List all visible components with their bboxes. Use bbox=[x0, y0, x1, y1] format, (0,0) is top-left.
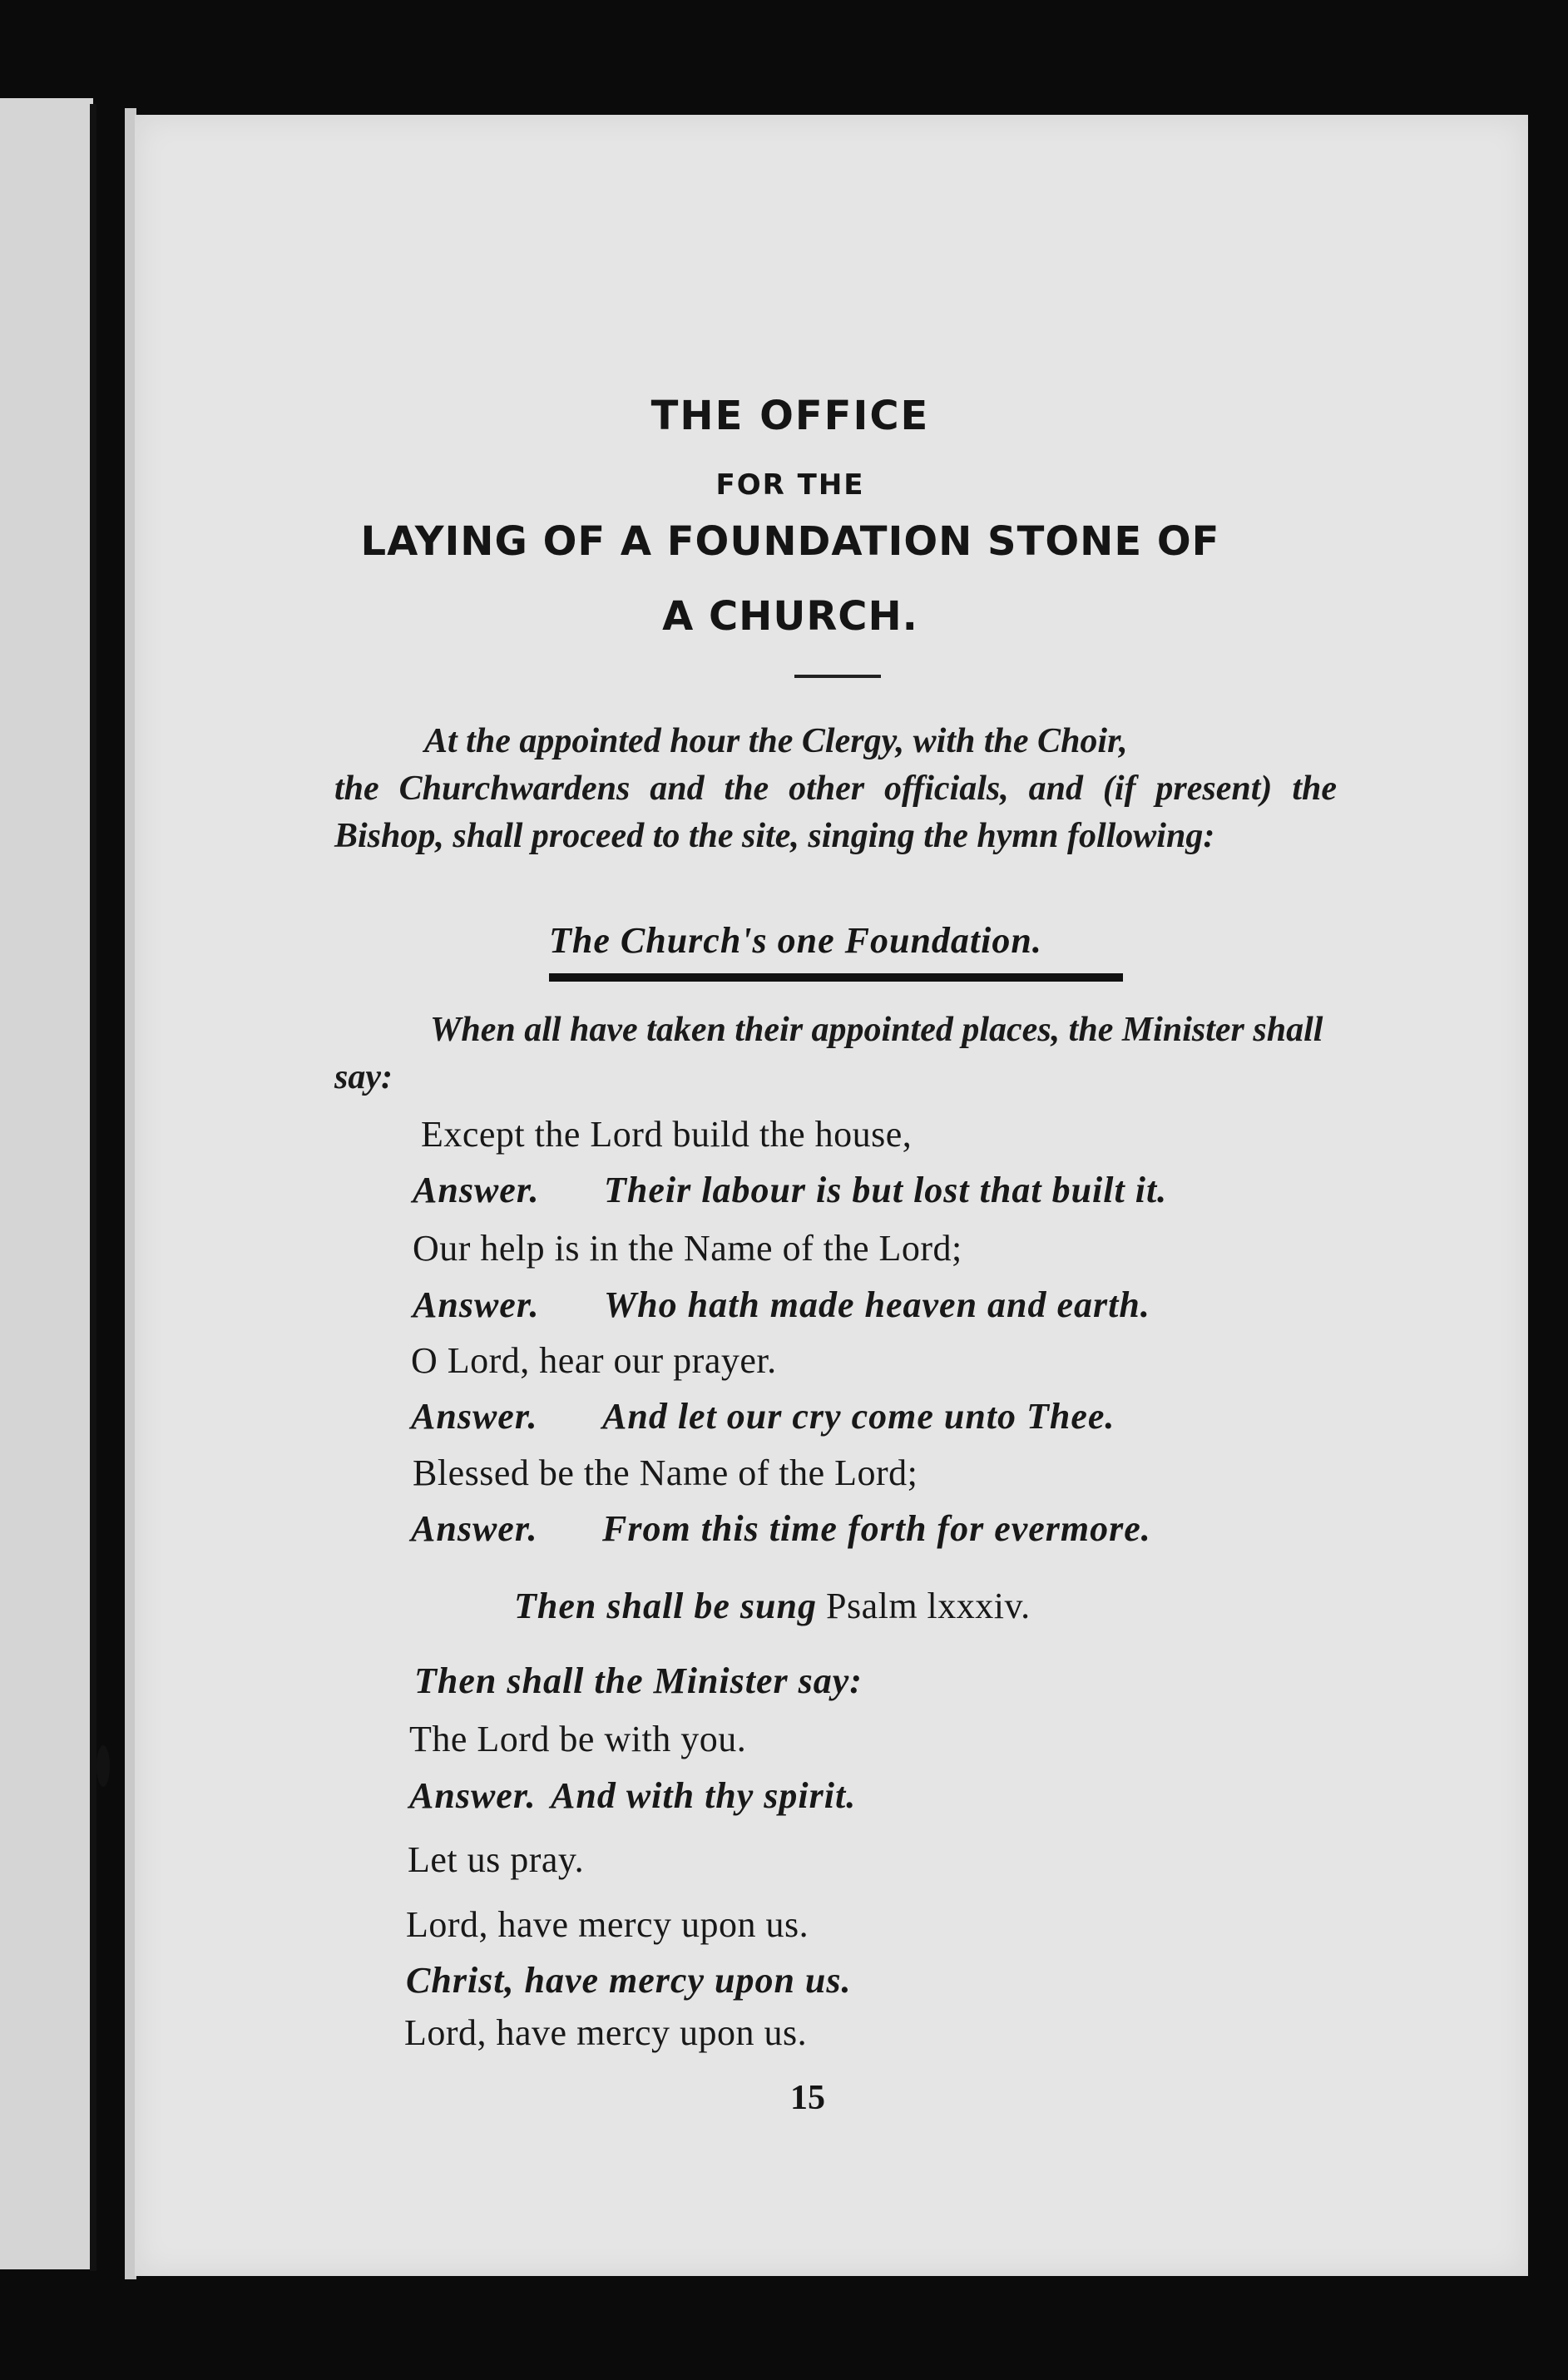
document-subtitle: FOR THE bbox=[715, 468, 865, 502]
salutation-response bbox=[409, 1774, 856, 1817]
title-divider bbox=[794, 675, 881, 678]
response-3 bbox=[411, 1395, 1115, 1437]
psalm-rubric: Then shall be sung bbox=[514, 1586, 817, 1626]
opening-rubric-rest: the Churchwardens and the other officials, and (if present) the Bishop, shall proceed to the site, singing the hymn following: bbox=[334, 769, 1337, 855]
response-label: Answer. bbox=[413, 1170, 540, 1210]
kyrie-1: Lord, have mercy upon us. bbox=[406, 1904, 809, 1945]
hymn-title: The Church's one Foundation. bbox=[549, 920, 1042, 961]
kyrie-2: Christ, have mercy upon us. bbox=[406, 1960, 852, 2001]
versicle-2: Our help is in the Name of the Lord; bbox=[413, 1228, 962, 1269]
document-title-line3: A CHURCH. bbox=[662, 593, 918, 640]
page-number: 15 bbox=[790, 2079, 825, 2117]
response-2 bbox=[413, 1284, 1150, 1326]
response-label: Answer. bbox=[411, 1508, 538, 1549]
hymn-underline bbox=[549, 973, 1123, 982]
response-label: Answer. bbox=[413, 1284, 540, 1325]
kyrie-3: Lord, have mercy upon us. bbox=[404, 2012, 808, 2053]
response-label: Answer. bbox=[409, 1775, 537, 1816]
places-rubric bbox=[334, 1007, 1337, 1101]
document-title: THE OFFICE bbox=[650, 393, 930, 439]
versicle-1: Except the Lord build the house, bbox=[421, 1114, 913, 1155]
opening-rubric-first-line: At the appointed hour the Clergy, with the Choir, bbox=[424, 722, 1128, 760]
response-text: And let our cry come unto Thee. bbox=[602, 1396, 1115, 1437]
places-rubric-text: When all have taken their appointed places, the Minister shall say: bbox=[334, 1011, 1323, 1096]
response-label: Answer. bbox=[411, 1396, 538, 1437]
response-text: Who hath made heaven and earth. bbox=[604, 1284, 1150, 1325]
versicle-3: O Lord, hear our prayer. bbox=[411, 1340, 777, 1381]
let-us-pray: Let us pray. bbox=[408, 1839, 585, 1880]
response-1 bbox=[413, 1169, 1167, 1211]
document-title-line2: LAYING OF A FOUNDATION STONE OF bbox=[360, 518, 1220, 565]
response-text: Their labour is but lost that built it. bbox=[604, 1170, 1168, 1210]
response-4 bbox=[411, 1507, 1151, 1550]
salutation: The Lord be with you. bbox=[409, 1719, 747, 1759]
minister-rubric: Then shall the Minister say: bbox=[414, 1660, 863, 1701]
versicle-4: Blessed be the Name of the Lord; bbox=[413, 1452, 918, 1493]
psalm-name: Psalm lxxxiv. bbox=[825, 1586, 1031, 1626]
response-text: From this time forth for evermore. bbox=[602, 1508, 1151, 1549]
opening-rubric bbox=[334, 718, 1337, 860]
response-text: And with thy spirit. bbox=[551, 1775, 857, 1816]
psalm-line bbox=[514, 1585, 1031, 1627]
